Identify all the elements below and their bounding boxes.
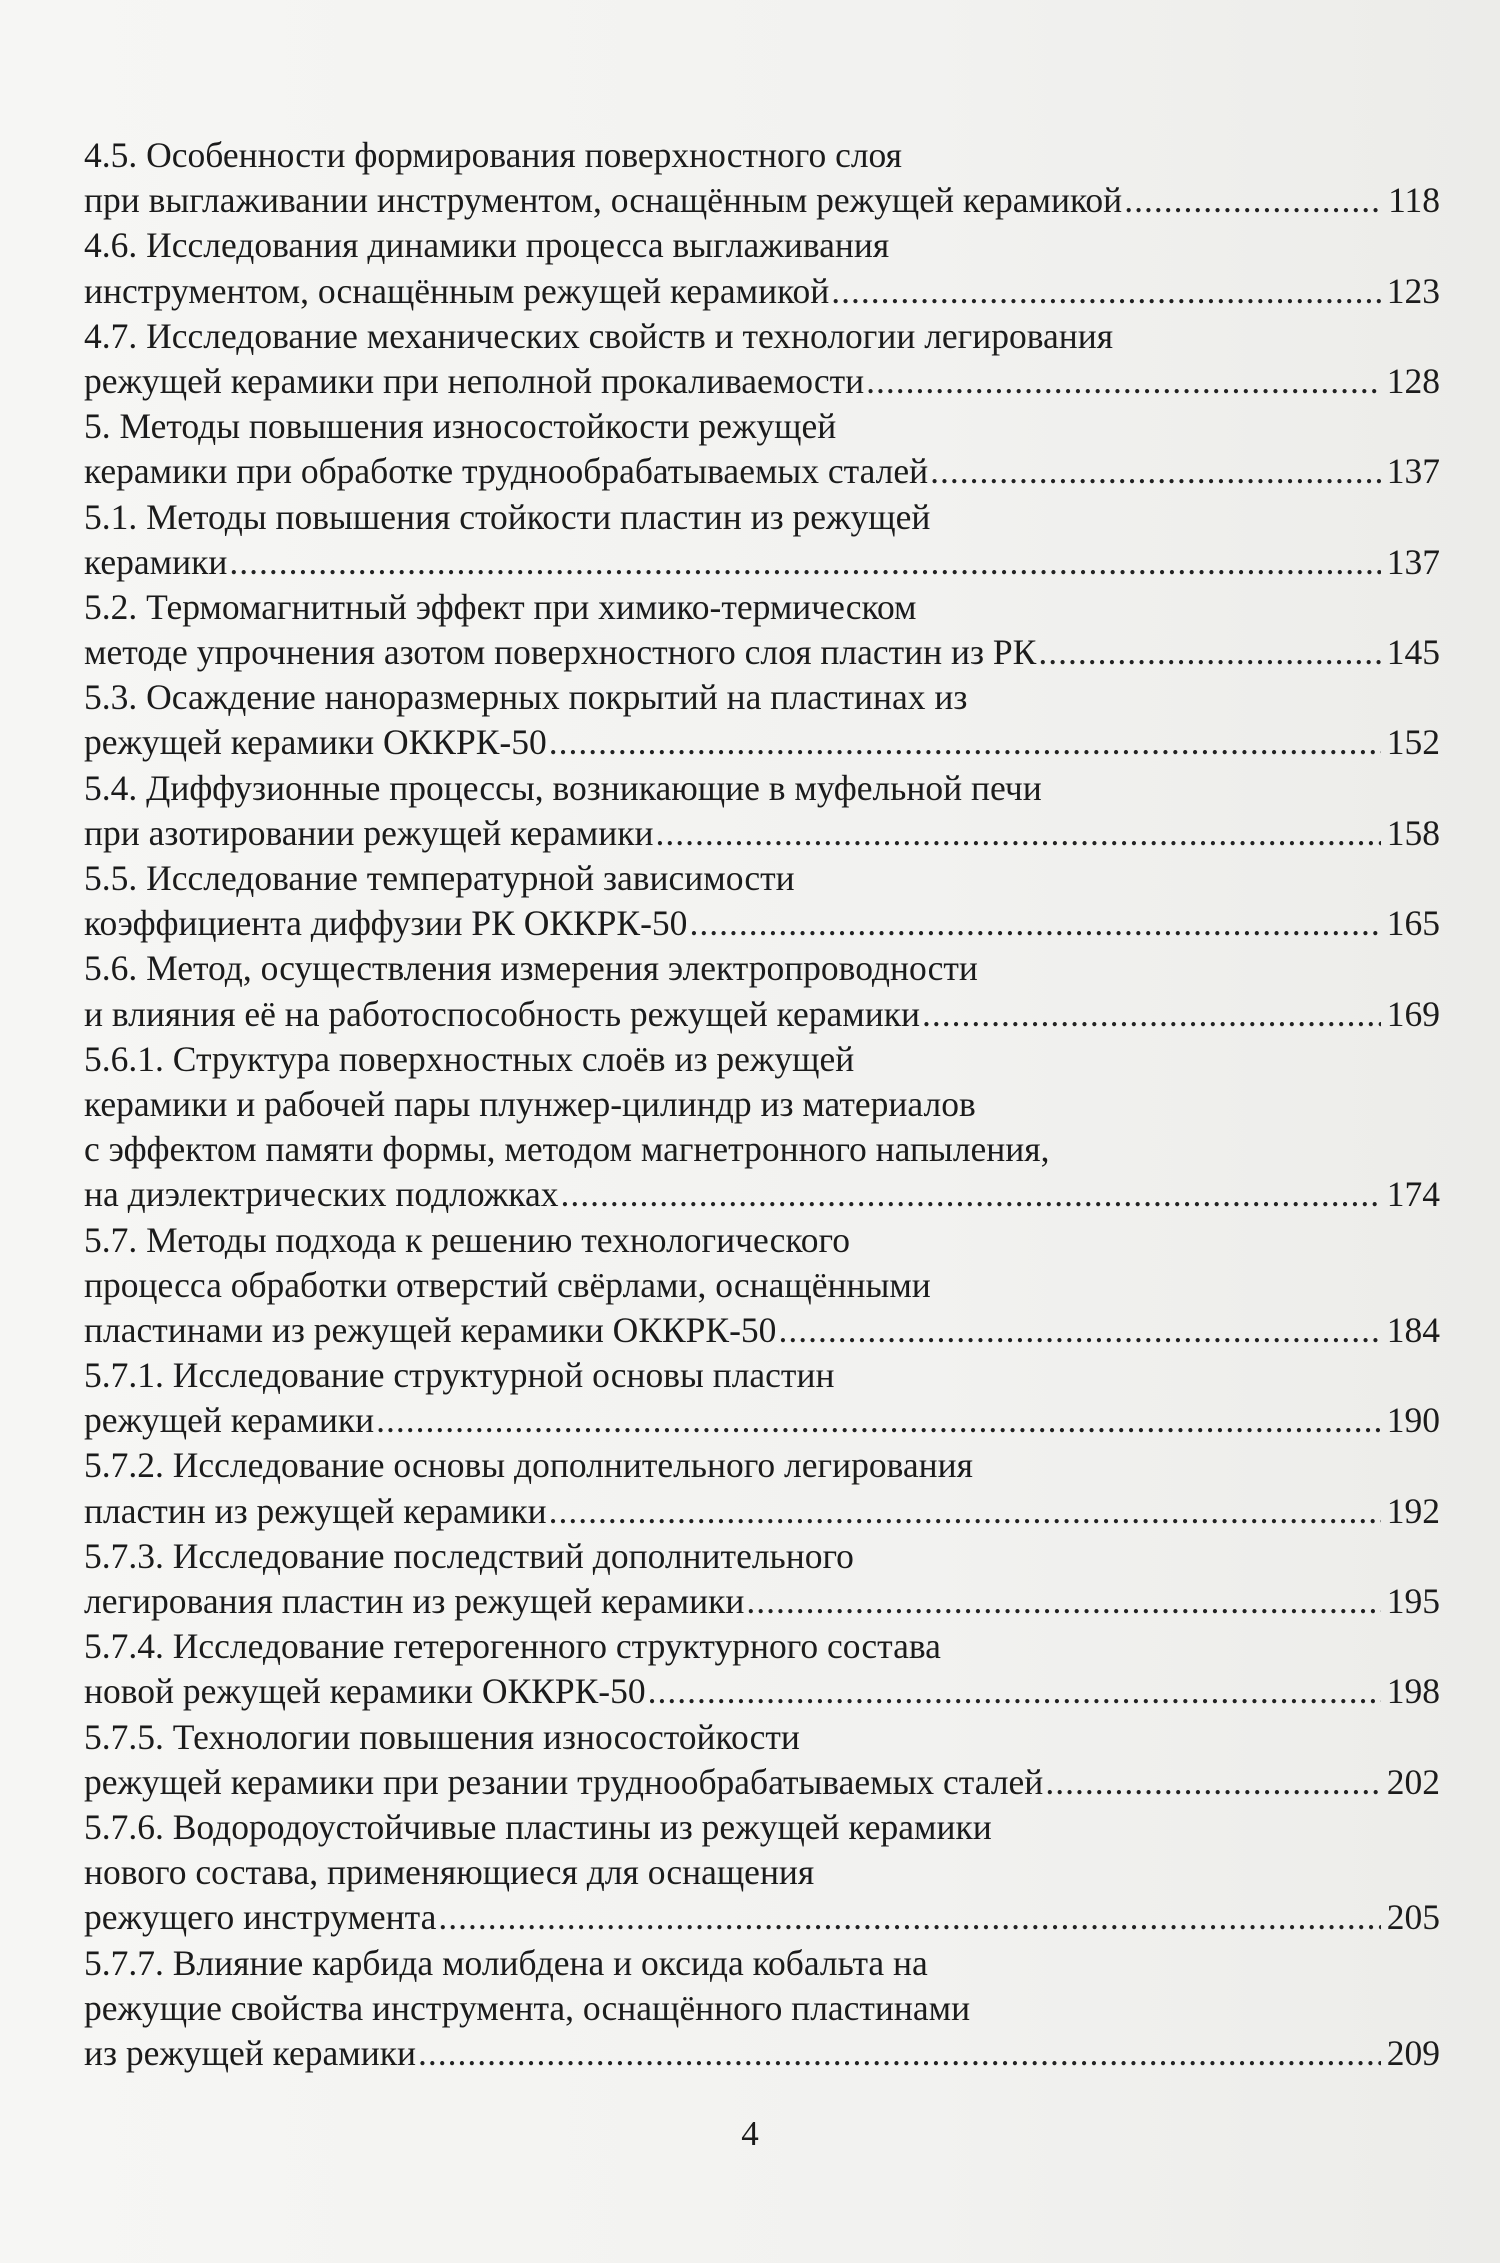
- toc-entry-title-line: 5.7.5. Технологии повышения износостойкости: [84, 1716, 800, 1757]
- toc-entry: [84, 1624, 1440, 1714]
- toc-entry-last-line: [84, 901, 1440, 946]
- toc-entry-title-line: режущей керамики при резании труднообрабатываемых сталей: [84, 1761, 1044, 1802]
- toc-page-number: 145: [1386, 632, 1440, 673]
- dot-leader: [656, 811, 1381, 856]
- toc-entry-last-line: [84, 359, 1440, 404]
- table-of-contents: [84, 133, 1440, 2076]
- toc-entry-title-line: режущей керамики ОККРК-50: [84, 722, 547, 763]
- toc-entry-last-line: [84, 449, 1440, 494]
- toc-entry-last-line: [84, 1760, 1440, 1805]
- toc-entry-title-line: новой режущей керамики ОККРК-50: [84, 1671, 646, 1712]
- dot-leader: [438, 1895, 1380, 1940]
- toc-entry-title-line: 5.7.7. Влияние карбида молибдена и оксида кобальта на: [84, 1942, 928, 1983]
- toc-entry: [84, 1218, 1440, 1354]
- dot-leader: [549, 720, 1381, 765]
- toc-entry: [84, 1805, 1440, 1941]
- toc-entry-title-line: нового состава, применяющиеся для оснащения: [84, 1852, 815, 1893]
- toc-page-number: 137: [1386, 541, 1440, 582]
- toc-entry: [84, 223, 1440, 313]
- toc-page-number: 137: [1386, 451, 1440, 492]
- toc-entry-title-line: 5.7.2. Исследование основы дополнительного легирования: [84, 1445, 973, 1486]
- toc-entry-title-line: керамики: [84, 541, 228, 582]
- toc-entry: [84, 1353, 1440, 1443]
- dot-leader: [648, 1669, 1381, 1714]
- toc-page-number: 198: [1386, 1671, 1440, 1712]
- dot-leader: [418, 2031, 1381, 2076]
- toc-entry-last-line: [84, 1579, 1440, 1624]
- dot-leader: [930, 449, 1381, 494]
- toc-entry-title-line: пластинами из режущей керамики ОККРК-50: [84, 1309, 777, 1350]
- toc-entry-title-line: с эффектом памяти формы, методом магнетронного напыления,: [84, 1129, 1050, 1170]
- toc-page-number: 190: [1386, 1400, 1440, 1441]
- toc-entry-title-line: керамики при обработке труднообрабатываемых сталей: [84, 451, 929, 492]
- toc-entry-title-line: 5.7.6. Водородоустойчивые пластины из режущей керамики: [84, 1806, 992, 1847]
- toc-entry-title-line: 5.5. Исследование температурной зависимости: [84, 858, 795, 898]
- toc-entry: [84, 133, 1440, 223]
- toc-entry-last-line: [84, 1398, 1440, 1443]
- toc-entry-title-line: 4.5. Особенности формирования поверхностного слоя: [84, 135, 902, 175]
- toc-entry-title-line: и влияния её на работоспособность режущей керамики: [84, 993, 920, 1034]
- dot-leader: [1038, 630, 1380, 675]
- toc-entry-title-line: режущие свойства инструмента, оснащённого пластинами: [84, 1987, 971, 2028]
- toc-entry-last-line: [84, 630, 1440, 675]
- toc-entry-title-line: 5.4. Диффузионные процессы, возникающие в муфельной печи: [84, 767, 1042, 808]
- toc-entry: [84, 585, 1440, 675]
- toc-page-number: 202: [1386, 1761, 1440, 1802]
- toc-page-number: 174: [1386, 1174, 1440, 1215]
- page-number: 4: [741, 2114, 759, 2153]
- toc-entry: [84, 1443, 1440, 1533]
- toc-entry-title-line: режущего инструмента: [84, 1897, 437, 1938]
- toc-entry-title-line: 5.2. Термомагнитный эффект при химико-термическом: [84, 586, 917, 627]
- toc-entry-title-line: керамики и рабочей пары плунжер-цилиндр из материалов: [84, 1083, 976, 1124]
- toc-page-number: 128: [1386, 360, 1440, 401]
- toc-entry-title-line: 5.7. Методы подхода к решению технологического: [84, 1219, 850, 1260]
- toc-entry-title-line: на диэлектрических подложках: [84, 1174, 559, 1215]
- toc-entry-last-line: [84, 269, 1440, 314]
- toc-entry-last-line: [84, 720, 1440, 765]
- toc-entry-last-line: [84, 1489, 1440, 1534]
- toc-entry-title-line: 5. Методы повышения износостойкости режущей: [84, 406, 837, 447]
- toc-page-number: 205: [1386, 1897, 1440, 1938]
- toc-page-number: 192: [1386, 1490, 1440, 1531]
- toc-entry-title-line: процесса обработки отверстий свёрлами, оснащёнными: [84, 1264, 931, 1305]
- dot-leader: [831, 269, 1380, 314]
- toc-entry: [84, 495, 1440, 585]
- toc-entry-last-line: [84, 811, 1440, 856]
- toc-entry-last-line: [84, 1669, 1440, 1714]
- toc-entry-title-line: 5.3. Осаждение наноразмерных покрытий на пластинах из: [84, 677, 968, 718]
- toc-entry-title-line: легирования пластин из режущей керамики: [84, 1581, 745, 1621]
- toc-page-number: 123: [1386, 270, 1440, 311]
- dot-leader: [778, 1308, 1380, 1353]
- toc-entry: [84, 1534, 1440, 1624]
- toc-entry-last-line: [84, 1308, 1440, 1353]
- toc-entry-last-line: [84, 178, 1440, 223]
- toc-entry-last-line: [84, 1895, 1440, 1940]
- toc-entry-last-line: [84, 992, 1440, 1037]
- toc-entry-last-line: [84, 540, 1440, 585]
- toc-entry-title-line: 5.6. Метод, осуществления измерения электропроводности: [84, 948, 978, 989]
- toc-entry-title-line: коэффициента диффузии РК ОККРК-50: [84, 903, 688, 944]
- toc-page-number: 165: [1386, 903, 1440, 944]
- toc-entry: [84, 314, 1440, 404]
- dot-leader: [866, 359, 1381, 404]
- toc-entry-title-line: при выглаживании инструментом, оснащённым режущей керамикой: [84, 180, 1123, 221]
- toc-entry-title-line: 4.6. Исследования динамики процесса выглаживания: [84, 225, 890, 266]
- dot-leader: [1045, 1760, 1380, 1805]
- dot-leader: [746, 1579, 1380, 1624]
- toc-entry-title-line: из режущей керамики: [84, 2032, 416, 2073]
- toc-page-number: 169: [1386, 993, 1440, 1034]
- toc-entry-title-line: 5.6.1. Структура поверхностных слоёв из режущей: [84, 1038, 855, 1079]
- toc-entry-title-line: 5.7.4. Исследование гетерогенного структурного состава: [84, 1626, 941, 1667]
- toc-entry-last-line: [84, 2031, 1440, 2076]
- dot-leader: [229, 540, 1380, 585]
- toc-entry-last-line: [84, 1172, 1440, 1217]
- toc-entry-title-line: пластин из режущей керамики: [84, 1490, 547, 1531]
- toc-entry: [84, 1715, 1440, 1805]
- toc-entry: [84, 404, 1440, 494]
- toc-page-number: 195: [1386, 1581, 1440, 1621]
- toc-page-number: 158: [1386, 812, 1440, 853]
- dot-leader: [1124, 178, 1382, 223]
- dot-leader: [376, 1398, 1381, 1443]
- toc-entry-title-line: режущей керамики при неполной прокаливаемости: [84, 360, 865, 401]
- toc-page-number: 152: [1386, 722, 1440, 763]
- toc-page-number: 209: [1386, 2032, 1440, 2073]
- toc-entry-title-line: 5.1. Методы повышения стойкости пластин из режущей: [84, 496, 931, 537]
- toc-entry-title-line: 5.7.1. Исследование структурной основы пластин: [84, 1355, 835, 1396]
- toc-page-number: 184: [1386, 1309, 1440, 1350]
- toc-entry-title-line: 4.7. Исследование механических свойств и технологии легирования: [84, 315, 1114, 356]
- toc-entry-title-line: инструментом, оснащённым режущей керамикой: [84, 270, 830, 311]
- toc-entry: [84, 1941, 1440, 2077]
- dot-leader: [560, 1172, 1380, 1217]
- toc-entry-title-line: методе упрочнения азотом поверхностного слоя пластин из РК: [84, 632, 1037, 673]
- toc-entry-title-line: 5.7.3. Исследование последствий дополнительного: [84, 1535, 854, 1576]
- dot-leader: [922, 992, 1381, 1037]
- toc-entry: [84, 675, 1440, 765]
- toc-entry: [84, 1037, 1440, 1218]
- toc-entry-title-line: при азотировании режущей керамики: [84, 812, 654, 853]
- toc-entry: [84, 856, 1440, 946]
- dot-leader: [549, 1489, 1381, 1534]
- toc-page-number: 118: [1388, 180, 1440, 221]
- toc-entry: [84, 766, 1440, 856]
- dot-leader: [689, 901, 1380, 946]
- toc-entry-title-line: режущей керамики: [84, 1400, 375, 1441]
- toc-entry: [84, 946, 1440, 1036]
